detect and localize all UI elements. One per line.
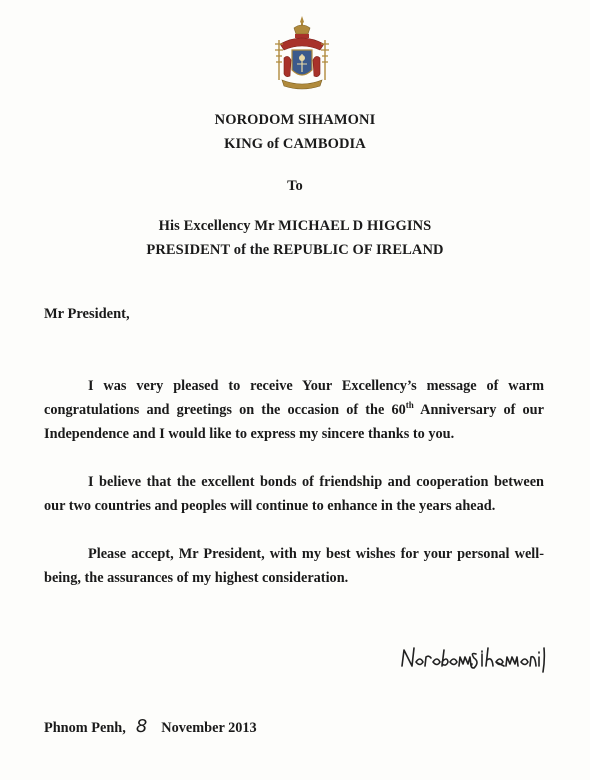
- paragraph-1: [44, 374, 544, 446]
- paragraph-2: I believe that the excellent bonds of friendship and cooperation between our two countries and peoples will continue to enhance in the years ahead.: [44, 474, 544, 514]
- sender-title: KING of CAMBODIA: [224, 136, 366, 152]
- place: Phnom Penh,: [44, 720, 126, 736]
- recipient-title: PRESIDENT of the REPUBLIC OF IRELAND: [146, 242, 444, 258]
- handwritten-day: 8: [135, 716, 148, 737]
- royal-coat-of-arms-icon: [270, 14, 334, 94]
- paragraph-3: Please accept, Mr President, with my best wishes for your personal well-being, the assurances of my highest consideration.: [44, 546, 544, 586]
- salutation: Mr President,: [44, 306, 130, 322]
- month-year: November 2013: [161, 720, 257, 736]
- sender-name: NORODOM SIHAMONI: [214, 112, 376, 128]
- recipient-name: His Excellency Mr MICHAEL D HIGGINS: [158, 218, 432, 234]
- handwritten-signature: [398, 640, 558, 676]
- to-label: To: [287, 178, 303, 194]
- paragraph-1-text: I was very pleased to receive Your Excellency’s message of warm congratulations and greetings on the occasion of the 60: [44, 378, 544, 418]
- ordinal-suffix: th: [405, 400, 414, 411]
- paragraph-1-text-end: Anniversary of our Independence and I would like to express my sincere thanks to you.: [44, 402, 544, 442]
- date-line: [44, 716, 257, 737]
